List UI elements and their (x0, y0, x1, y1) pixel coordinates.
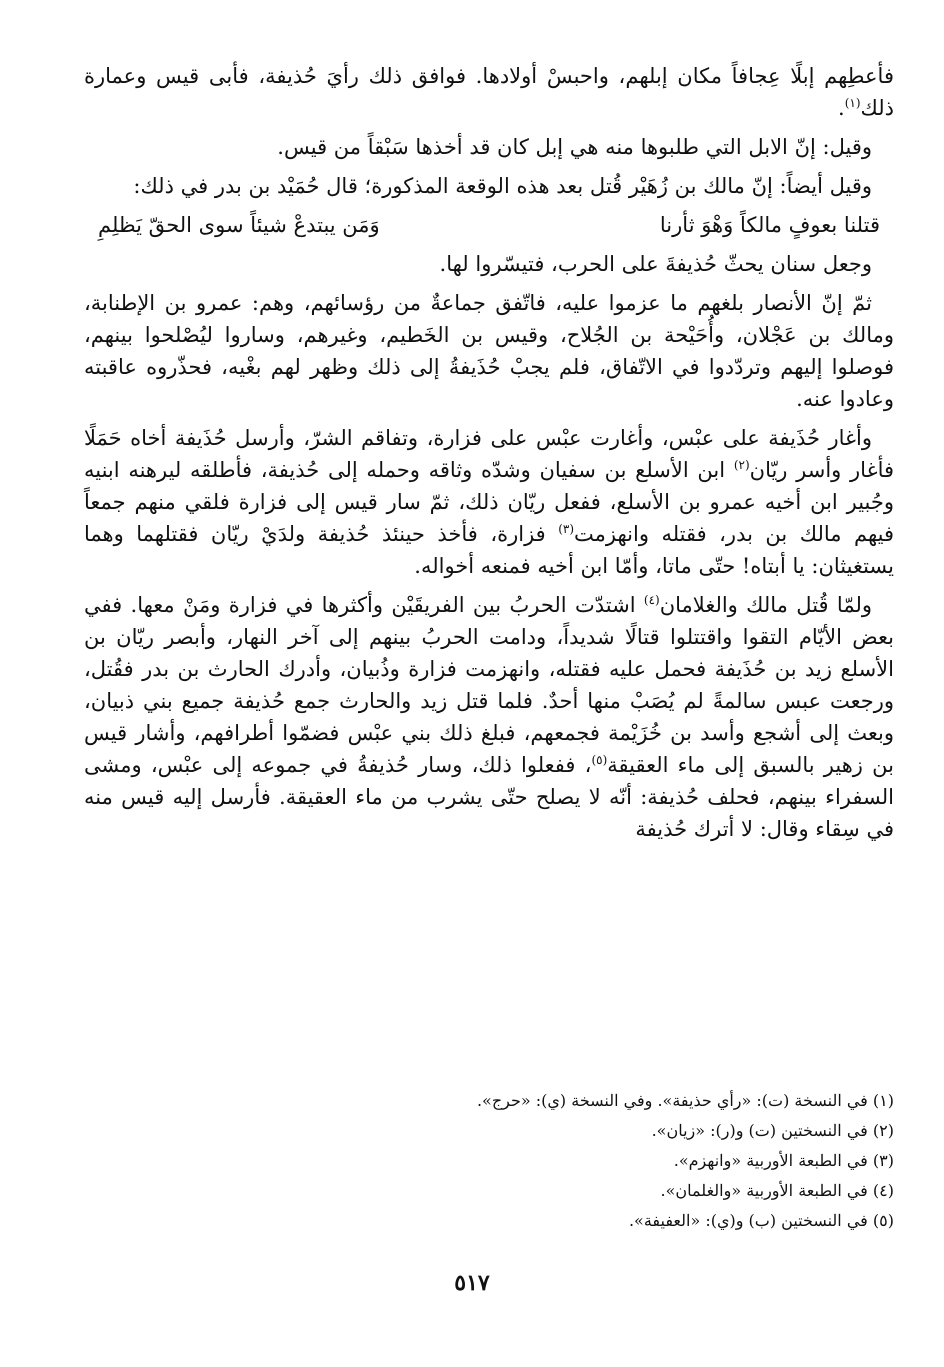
footnotes (420, 1086, 894, 1236)
paragraph-1 (84, 60, 894, 124)
poem-verse (98, 209, 880, 241)
footnote-2: (٢) في النسختين (ت) و(ر): «زيان». (651, 1121, 894, 1140)
footnote-ref-5: (٥) (591, 753, 608, 767)
footnote-4: (٤) في الطبعة الأوربية «والغلمان». (660, 1181, 894, 1200)
paragraph-1-text: فأعطِهم إبلًا عِجافاً مكان إبلهم، واحبسْ أولادها. فوافق ذلك رأيَ حُذيفة، فأبى قيس وعمارة ذلك (84, 64, 894, 120)
paragraph-6-text-a: وأغار حُذَيفة على عبْس، وأغارت عبْس على فزارة، وتفاقم الشرّ، وأرسل حُذَيفة أخاه حَمَلًا فأغار وأسر ريّان (84, 426, 895, 482)
paragraph-2: وقيل: إنّ الابل التي طلبوها منه هي إبل كان قد أخذها سَبْقاً من قيس. (277, 135, 872, 159)
paragraph-1-end: . (838, 96, 845, 120)
footnote-3: (٣) في الطبعة الأوربية «وانهزم». (673, 1151, 894, 1170)
paragraph-7 (84, 589, 894, 845)
main-text (84, 60, 894, 852)
paragraph-3: وقيل أيضاً: إنّ مالك بن زُهَيْر قُتل بعد هذه الوقعة المذكورة؛ قال حُمَيْد بن بدر في ذلك: (133, 174, 872, 198)
footnote-ref-3: (٣) (558, 522, 575, 536)
page-number: ٥١٧ (454, 1270, 490, 1296)
paragraph-7-text-c: ، ففعلوا ذلك، وسار حُذيفةُ في جموعه إلى عبْس، ومشى السفراء بينهم، فحلف حُذيفة: أنّه لا يصلح حتّى يشرب من ماء العقيقة. فأرسل إليه قيس منه في سِقاء وقال: لا أترك حُذيفة (84, 753, 894, 841)
footnote-1: (١) في النسخة (ت): «رأي حذيفة». وفي النسخة (ي): «حرج». (476, 1091, 894, 1110)
paragraph-6 (84, 422, 894, 582)
verse-first-hemistich: قتلنا بعوفٍ مالكاً وَهْوَ ثأرنا (659, 213, 880, 237)
footnote-5: (٥) في النسختين (ب) و(ي): «العفيفة». (628, 1211, 894, 1230)
paragraph-7-text-a: ولمّا قُتل مالك والغلامان (659, 593, 873, 617)
paragraph-7-text-b: اشتدّت الحربُ بين الفريقَيْن وأكثرها في فزارة ومَنْ معها. ففي بعض الأيّام التقوا واقتتلوا قتالًا شديداً، ودامت الحربُ بينهم إلى آخر النهار، وأبصر ريّان بن الأسلع زيد بن حُذَيفة فحمل عليه فقتله، وانهزمت فزارة وذُبيان، وأدرك الحارث بن بدر فقُتل، ورجعت عبس سالمةً لم يُصَبْ منها أحدٌ. فلما قتل زيد والحارث جمع حُذيفة جميع بني ذبيان، وبعث إلى أشجع وأسد بن خُزَيْمة فجمعهم، فبلغ ذلك بني عبْس فضمّوا أطرافهم، وأشار قيس بن زهير بالسبق إلى ماء العقيقة (84, 593, 895, 777)
footnote-ref-4: (٤) (643, 593, 660, 607)
paragraph-4: وجعل سنان يحثّ حُذيفةَ على الحرب، فتيسّروا لها. (439, 252, 872, 276)
footnote-ref-2: (٢) (733, 458, 750, 472)
paragraph-6-text-c: فزارة، فأخذ حينئذ حُذيفة ولدَيْ ريّان فقتلهما وهما يستغيثان: يا أبتاه! حتّى ماتا، وأمّا ابن أخيه فمنعه أخواله. (84, 522, 894, 578)
paragraph-6-text-b: ابن الأسلع بن سفيان وشدّه وثاقه وحمله إلى حُذيفة، فأطلقه ليرهنه ابنيه وجُبير ابن أخيه عمرو بن الأسلع، ففعل ريّان ذلك، ثمّ سار قيس إلى فزارة فلقي منهم جمعاً فيهم مالك بن بدر، فقتله وانهزمت (84, 458, 895, 546)
paragraph-5: ثمّ إنّ الأنصار بلغهم ما عزموا عليه، فاتّفق جماعةٌ من رؤسائهم، وهم: عمرو بن الإطنابة، ومالك بن عَجْلان، وأُحَيْحة بن الجُلاح، وقيس بن الخَطيم، وغيرهم، وساروا ليُصْلحوا بينهم، فوصلوا إليهم وتردّدوا في الاتّفاق، فلم يجبْ حُذَيفةُ إلى ذلك وظهر لهم بغْيه، فحذّروه عاقبته وعادوا عنه. (84, 291, 894, 411)
footnote-ref-1: (١) (844, 96, 861, 110)
verse-second-hemistich: وَمَن يبتدعْ شيئاً سوى الحقّ يَظلِمِ (98, 213, 380, 237)
